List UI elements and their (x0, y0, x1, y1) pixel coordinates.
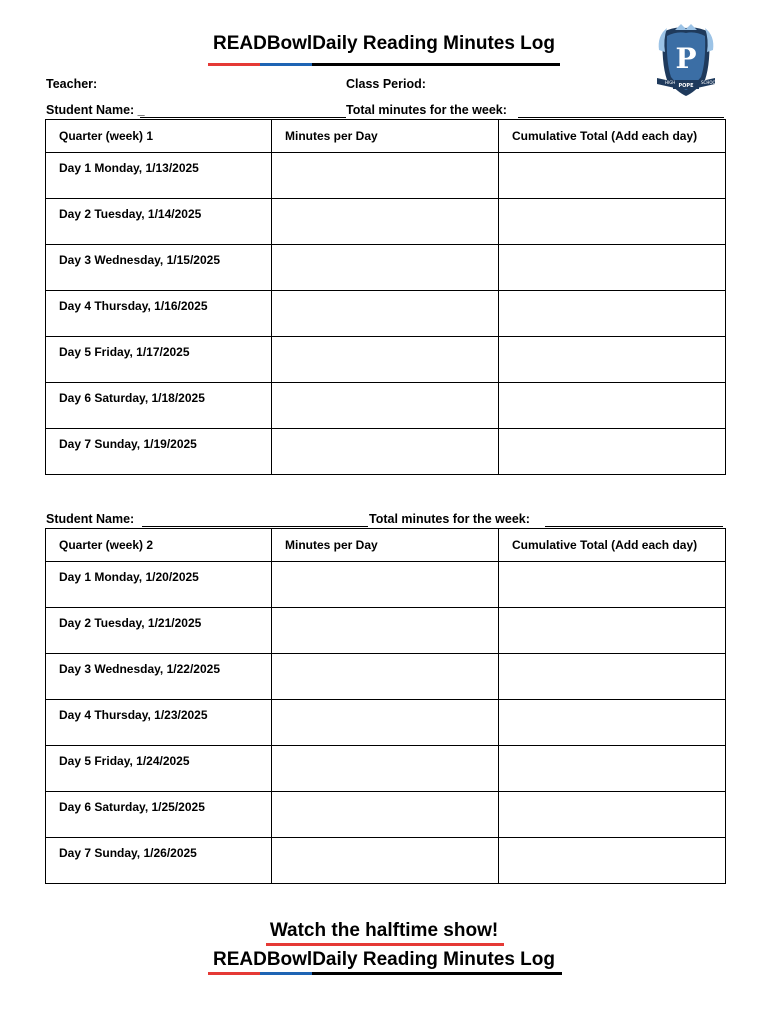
table-row (46, 383, 726, 429)
minutes-cell[interactable] (272, 700, 499, 746)
table-header-row (46, 529, 726, 562)
day-label: Day 6 Saturday, 1/25/2025 (46, 792, 272, 838)
cumulative-cell[interactable] (499, 746, 726, 792)
svg-text:SCHOOL: SCHOOL (701, 80, 718, 85)
minutes-cell[interactable] (272, 654, 499, 700)
minutes-cell[interactable] (272, 746, 499, 792)
footer-halftime-main: Watch the halftime show (269, 920, 492, 941)
minutes-cell[interactable] (272, 245, 499, 291)
footer-halftime-exclaim: ! (491, 920, 499, 941)
column-header-cumulative: Cumulative Total (Add each day) (499, 120, 726, 153)
footer-title-underline (208, 972, 562, 975)
table-row (46, 153, 726, 199)
day-label: Day 7 Sunday, 1/26/2025 (46, 838, 272, 884)
footer-title: READBowlDaily Reading Minutes Log (212, 949, 556, 970)
minutes-cell[interactable] (272, 838, 499, 884)
class-period-label: Class Period: (346, 77, 426, 91)
footer-halftime-text (0, 920, 768, 942)
day-label: Day 4 Thursday, 1/23/2025 (46, 700, 272, 746)
minutes-cell[interactable] (272, 429, 499, 475)
table-row (46, 654, 726, 700)
teacher-label: Teacher: (46, 77, 98, 91)
cumulative-cell[interactable] (499, 429, 726, 475)
day-label: Day 5 Friday, 1/17/2025 (46, 337, 272, 383)
table-row (46, 199, 726, 245)
minutes-cell[interactable] (272, 608, 499, 654)
svg-text:HIGH: HIGH (665, 80, 676, 85)
cumulative-cell[interactable] (499, 792, 726, 838)
table-row (46, 838, 726, 884)
column-header-quarter: Quarter (week) 1 (46, 120, 272, 153)
minutes-cell[interactable] (272, 562, 499, 608)
week2-total-minutes-blank[interactable] (545, 526, 723, 527)
minutes-cell[interactable] (272, 792, 499, 838)
table-row (46, 792, 726, 838)
cumulative-cell[interactable] (499, 337, 726, 383)
student-name-label: Student Name: _ (46, 103, 145, 117)
page-title: READBowlDaily Reading Minutes Log (212, 33, 556, 54)
day-label: Day 4 Thursday, 1/16/2025 (46, 291, 272, 337)
cumulative-cell[interactable] (499, 562, 726, 608)
cumulative-cell[interactable] (499, 291, 726, 337)
table-row (46, 700, 726, 746)
table-row (46, 245, 726, 291)
total-minutes-label: Total minutes for the week: (346, 103, 507, 117)
student-name-blank[interactable] (140, 117, 346, 118)
minutes-cell[interactable] (272, 153, 499, 199)
cumulative-cell[interactable] (499, 608, 726, 654)
svg-text:POPE: POPE (678, 83, 694, 89)
total-minutes-blank[interactable] (518, 117, 724, 118)
school-crest-logo (657, 22, 718, 100)
cumulative-cell[interactable] (499, 383, 726, 429)
cumulative-cell[interactable] (499, 153, 726, 199)
day-label: Day 3 Wednesday, 1/22/2025 (46, 654, 272, 700)
column-header-cumulative: Cumulative Total (Add each day) (499, 529, 726, 562)
table-row (46, 608, 726, 654)
table-row (46, 746, 726, 792)
day-label: Day 2 Tuesday, 1/14/2025 (46, 199, 272, 245)
week2-student-name-blank[interactable] (142, 526, 368, 527)
minutes-cell[interactable] (272, 199, 499, 245)
day-label: Day 1 Monday, 1/20/2025 (46, 562, 272, 608)
minutes-cell[interactable] (272, 291, 499, 337)
week2-table (45, 528, 726, 884)
column-header-minutes: Minutes per Day (272, 120, 499, 153)
day-label: Day 5 Friday, 1/24/2025 (46, 746, 272, 792)
day-label: Day 6 Saturday, 1/18/2025 (46, 383, 272, 429)
table-header-row (46, 120, 726, 153)
table-row (46, 291, 726, 337)
minutes-cell[interactable] (272, 383, 499, 429)
svg-text:P: P (675, 42, 697, 75)
week1-table (45, 119, 726, 475)
day-label: Day 3 Wednesday, 1/15/2025 (46, 245, 272, 291)
cumulative-cell[interactable] (499, 654, 726, 700)
cumulative-cell[interactable] (499, 700, 726, 746)
table-row (46, 429, 726, 475)
column-header-quarter: Quarter (week) 2 (46, 529, 272, 562)
minutes-cell[interactable] (272, 337, 499, 383)
column-header-minutes: Minutes per Day (272, 529, 499, 562)
day-label: Day 7 Sunday, 1/19/2025 (46, 429, 272, 475)
day-label: Day 1 Monday, 1/13/2025 (46, 153, 272, 199)
footer-halftime-underline (266, 943, 504, 946)
week2-total-minutes-label: Total minutes for the week: (369, 512, 530, 526)
table-row (46, 562, 726, 608)
day-label: Day 2 Tuesday, 1/21/2025 (46, 608, 272, 654)
cumulative-cell[interactable] (499, 245, 726, 291)
cumulative-cell[interactable] (499, 838, 726, 884)
table-row (46, 337, 726, 383)
week2-student-name-label: Student Name: (46, 512, 138, 526)
cumulative-cell[interactable] (499, 199, 726, 245)
title-underline (208, 63, 560, 66)
